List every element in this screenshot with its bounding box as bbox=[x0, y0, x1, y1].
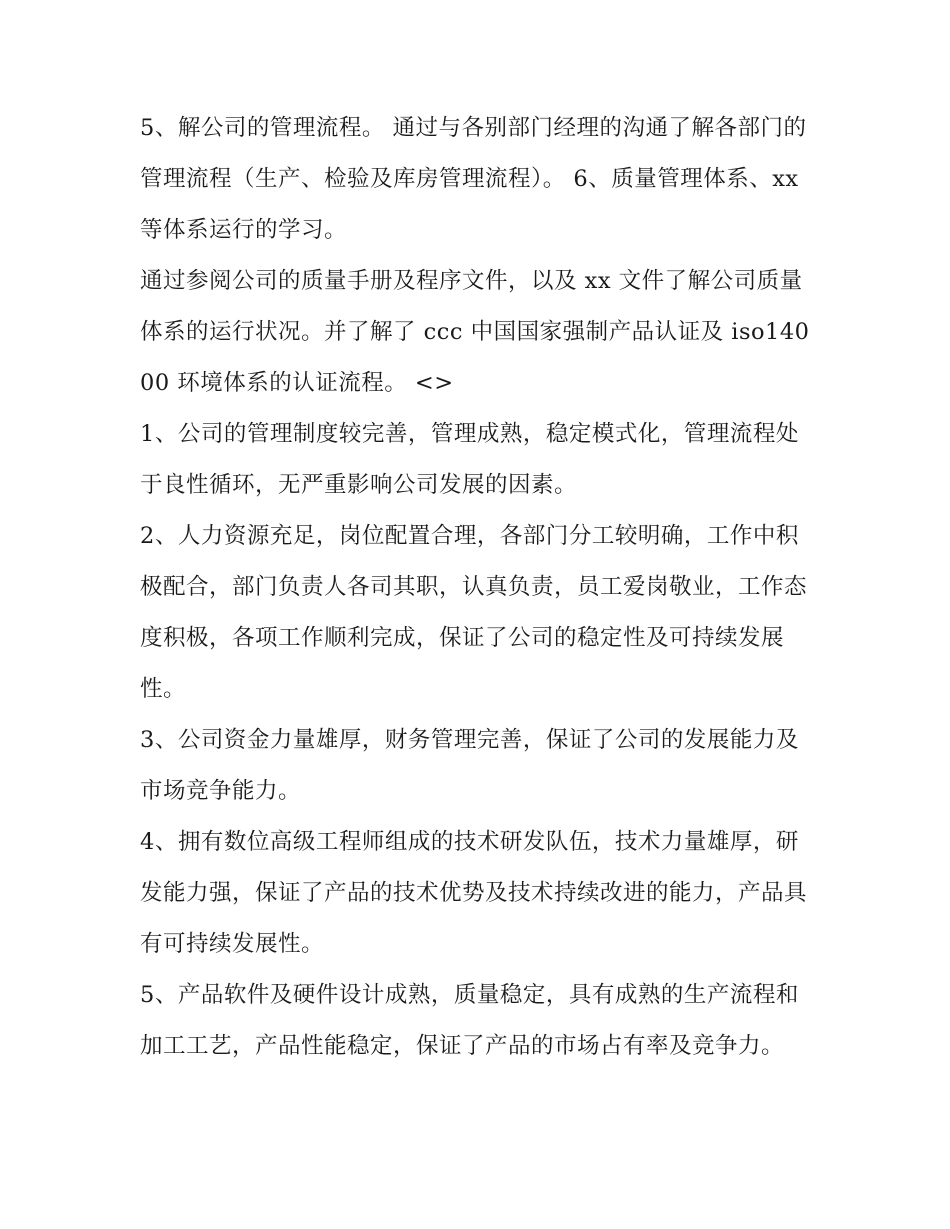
paragraph-point-4: 4、拥有数位高级工程师组成的技术研发队伍，技术力量雄厚，研发能力强，保证了产品的技术优势及技术持续改进的能力，产品具有可持续发展性。 bbox=[140, 829, 808, 957]
document-body bbox=[140, 103, 816, 1072]
paragraph-point-3: 3、公司资金力量雄厚，财务管理完善，保证了公司的发展能力及市场竞争能力。 bbox=[140, 727, 799, 804]
paragraph-management-process: 5、解公司的管理流程。 通过与各别部门经理的沟通了解各部门的管理流程（生产、检验及库房管理流程）。 6、质量管理体系、xx 等体系运行的学习。 bbox=[140, 115, 807, 243]
paragraph-point-1: 1、公司的管理制度较完善，管理成熟，稳定模式化，管理流程处于良性循环，无严重影响公司发展的因素。 bbox=[140, 421, 799, 498]
paragraph-quality-system: 通过参阅公司的质量手册及程序文件，以及 xx 文件了解公司质量体系的运行状况。并了解了 ccc 中国国家强制产品认证及 iso14000 环境体系的认证流程。 <> bbox=[140, 268, 810, 396]
paragraph-point-5: 5、产品软件及硬件设计成熟，质量稳定，具有成熟的生产流程和加工工艺，产品性能稳定，保证了产品的市场占有率及竞争力。 bbox=[140, 982, 799, 1059]
paragraph-point-2: 2、人力资源充足，岗位配置合理，各部门分工较明确，工作中积极配合，部门负责人各司其职，认真负责，员工爱岗敬业，工作态度积极，各项工作顺利完成，保证了公司的稳定性及可持续发展性。 bbox=[140, 523, 808, 702]
